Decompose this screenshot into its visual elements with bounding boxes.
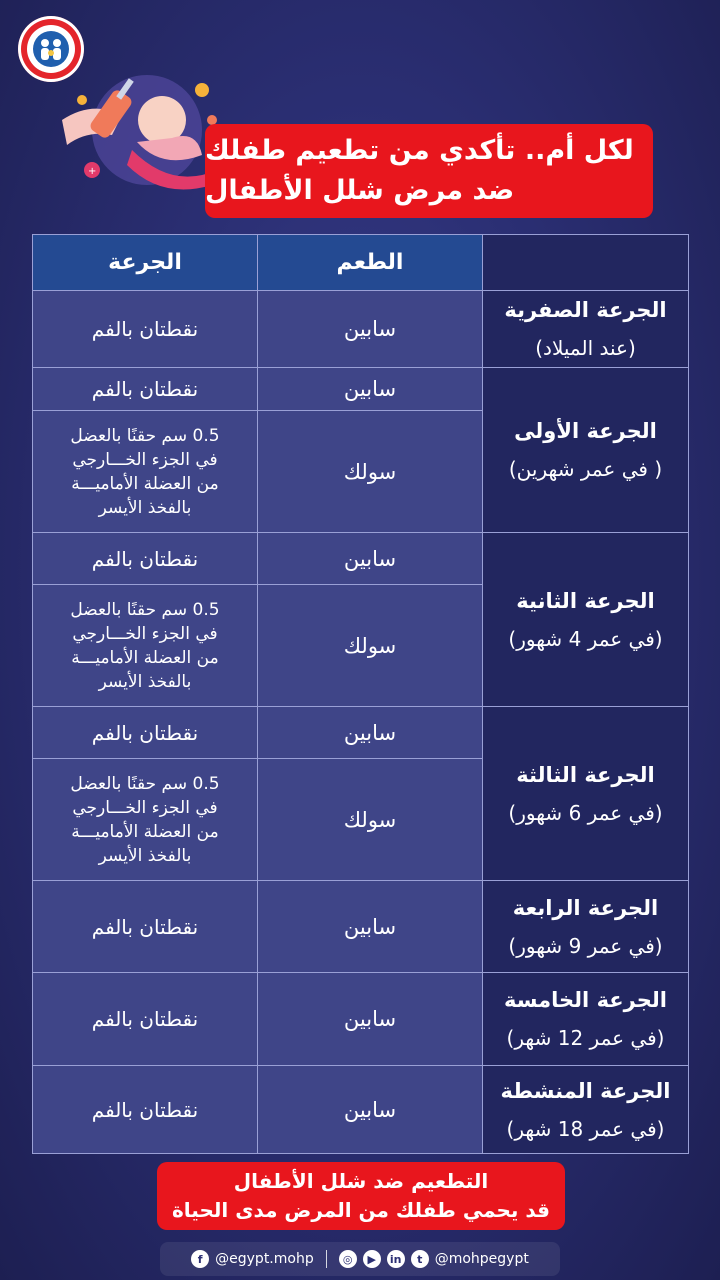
vaccine-cell: سولك [258, 585, 483, 707]
method-cell: نقطتان بالفم [33, 1066, 258, 1154]
dose-age: (في عمر 6 شهور) [508, 800, 663, 825]
dose-name: الجرعة الرابعة [512, 895, 659, 920]
facebook-icon[interactable]: f [191, 1250, 209, 1268]
table-row [33, 533, 689, 585]
dose-age: (عند الميلاد) [535, 336, 636, 360]
facebook-handle[interactable]: @egypt.mohp [215, 1251, 314, 1267]
dose-cell [483, 291, 689, 368]
instagram-icon[interactable]: ◎ [339, 1250, 357, 1268]
dose-cell [483, 368, 689, 533]
method-line: بالفخذ الأيسر [98, 671, 192, 692]
dose-age: (في عمر 18 شهر) [506, 1116, 665, 1141]
dose-name: الجرعة الصفرية [504, 298, 667, 322]
footer-line-1: التطعيم ضد شلل الأطفال [233, 1169, 489, 1193]
vaccine-cell: سابين [258, 707, 483, 759]
method-line: في الجزء الخـــارجي [72, 623, 218, 644]
table-row [33, 973, 689, 1066]
baby-vaccine-illustration [52, 60, 227, 220]
dose-cell [483, 533, 689, 707]
table-row [33, 368, 689, 411]
dose-cell [483, 881, 689, 973]
method-line: في الجزء الخـــارجي [72, 797, 218, 818]
title-line-2: ضد مرض شلل الأطفال [205, 175, 515, 206]
dose-age: (في عمر 4 شهور) [508, 626, 663, 651]
dose-name: الجرعة الأولى [514, 419, 657, 443]
method-line: من العضلة الأماميـــة [71, 473, 219, 494]
vaccine-cell: سابين [258, 973, 483, 1066]
method-line: 0.5 سم حقنًا بالعضل [70, 773, 220, 794]
twitter-icon[interactable]: t [411, 1250, 429, 1268]
dose-name: الجرعة الخامسة [504, 988, 667, 1012]
footer-line-2: قد يحمي طفلك من المرض مدى الحياة [171, 1198, 551, 1222]
method-line: من العضلة الأماميـــة [71, 821, 219, 842]
method-line: بالفخذ الأيسر [98, 497, 192, 518]
method-line: 0.5 سم حقنًا بالعضل [70, 599, 220, 620]
header-dose: الجرعة [33, 235, 258, 291]
dose-cell [483, 973, 689, 1066]
dose-age: (في عمر 9 شهور) [508, 933, 663, 958]
method-cell: نقطتان بالفم [33, 368, 258, 411]
table-row [33, 707, 689, 759]
social-handle[interactable]: @mohpegypt [434, 1251, 529, 1267]
method-cell [33, 759, 258, 881]
vaccine-cell: سابين [258, 1066, 483, 1154]
method-cell: نقطتان بالفم [33, 291, 258, 368]
dose-cell [483, 1066, 689, 1154]
table-header-row [33, 235, 689, 291]
dose-age: (في عمر 12 شهر) [506, 1026, 665, 1050]
vaccine-cell: سولك [258, 411, 483, 533]
method-line: بالفخذ الأيسر [98, 845, 192, 866]
method-line: من العضلة الأماميـــة [71, 647, 219, 668]
table-row [33, 881, 689, 973]
linkedin-icon[interactable]: in [387, 1250, 405, 1268]
vaccine-cell: سابين [258, 368, 483, 411]
vaccine-cell: سابين [258, 881, 483, 973]
footer-banner [157, 1162, 565, 1230]
method-line: في الجزء الخـــارجي [72, 449, 218, 470]
title-line-1: لكل أم.. تأكدي من تطعيم طفلك [205, 135, 634, 166]
dose-cell [483, 707, 689, 881]
dose-name: الجرعة المنشطة [500, 1078, 671, 1103]
method-cell: نقطتان بالفم [33, 973, 258, 1066]
vaccination-schedule-table [32, 234, 689, 1154]
vaccine-cell: سابين [258, 291, 483, 368]
youtube-icon[interactable]: ▶ [363, 1250, 381, 1268]
svg-text:+: + [88, 166, 97, 177]
title-banner [205, 124, 653, 218]
social-bar [160, 1242, 560, 1276]
method-cell: نقطتان بالفم [33, 533, 258, 585]
vaccine-cell: سابين [258, 533, 483, 585]
table-row [33, 1066, 689, 1154]
method-line: 0.5 سم حقنًا بالعضل [70, 425, 220, 446]
social-divider [326, 1250, 327, 1268]
method-cell [33, 585, 258, 707]
dose-name: الجرعة الثانية [516, 588, 655, 613]
table-row [33, 291, 689, 368]
method-cell: نقطتان بالفم [33, 881, 258, 973]
method-cell: نقطتان بالفم [33, 707, 258, 759]
header-vaccine: الطعم [258, 235, 483, 291]
vaccine-cell: سولك [258, 759, 483, 881]
header-blank-cell [483, 235, 689, 291]
dose-name: الجرعة الثالثة [516, 762, 655, 787]
method-cell [33, 411, 258, 533]
dose-age: ( في عمر شهرين) [508, 457, 663, 481]
